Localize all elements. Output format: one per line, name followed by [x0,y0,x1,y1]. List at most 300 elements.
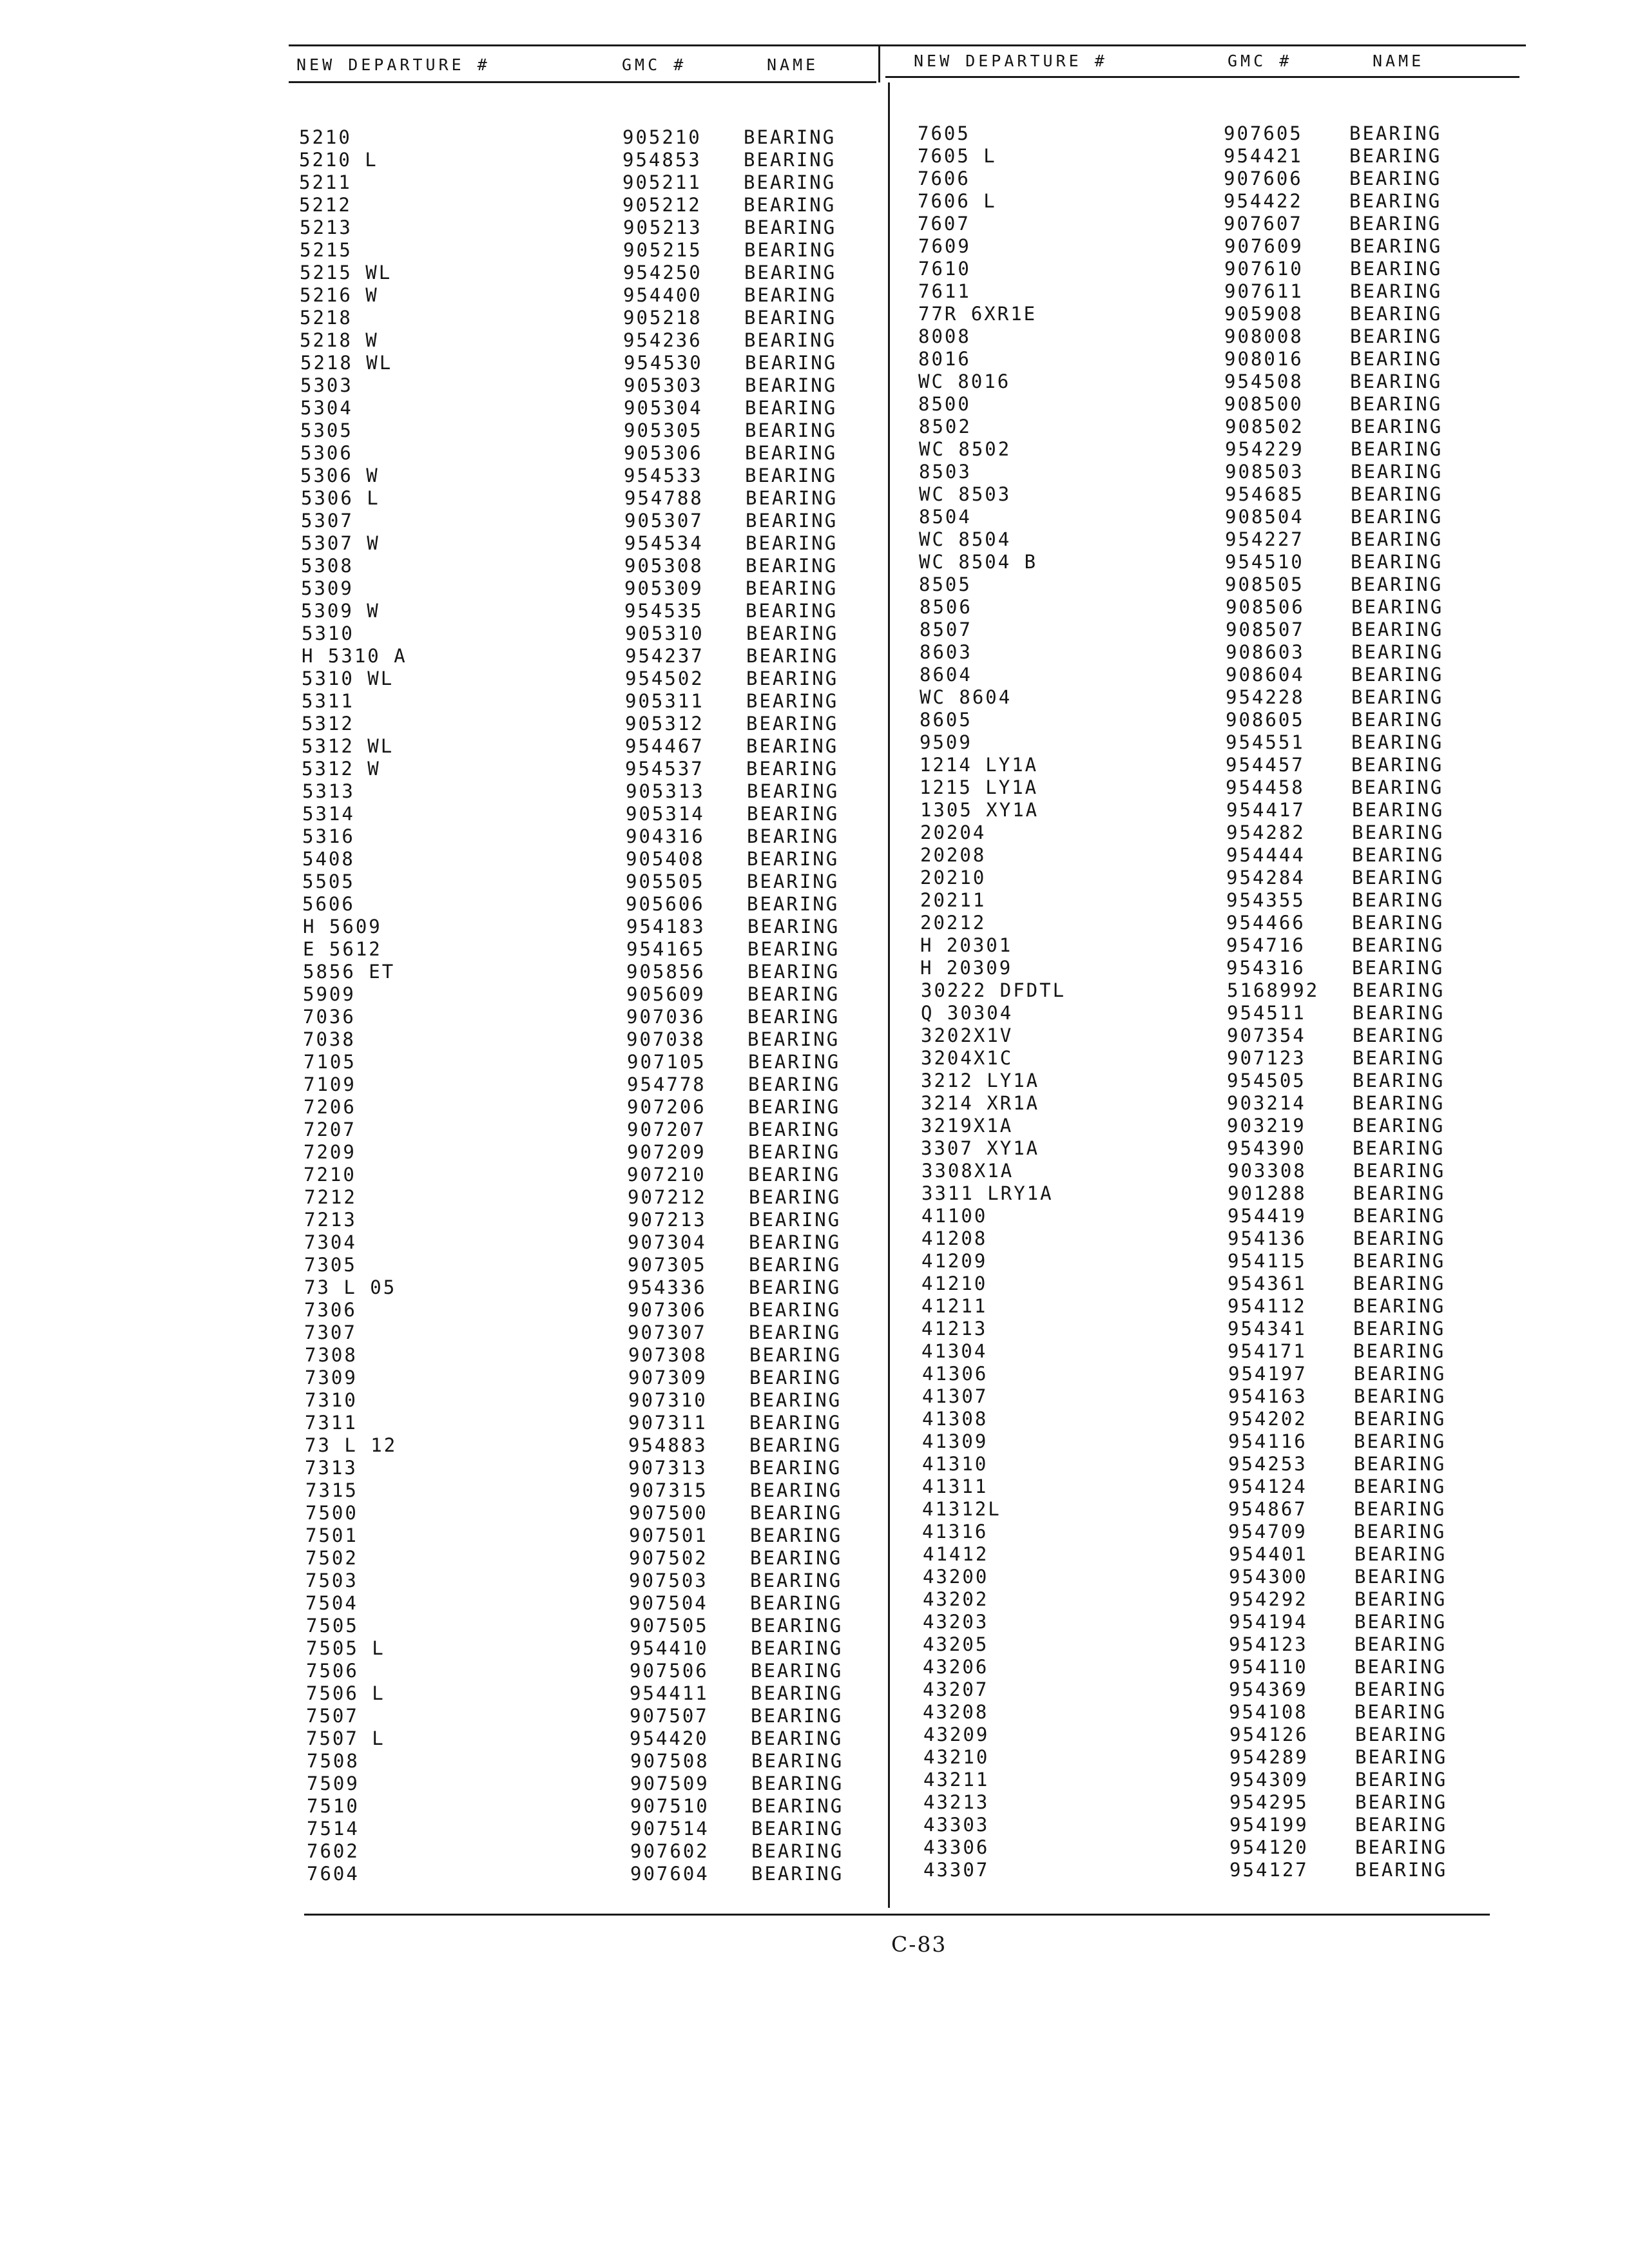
gmc-number-cell: 954421 [1224,145,1303,167]
part-number-cell: 7309 [305,1367,358,1389]
gmc-number-cell: 954778 [627,1073,706,1095]
part-name-cell: BEARING [751,1682,843,1704]
table-row [306,1727,886,1750]
part-name-cell: BEARING [748,1164,841,1186]
table-row [307,1863,887,1885]
part-number-cell: 7207 [304,1119,356,1140]
gmc-number-cell: 907123 [1227,1047,1306,1069]
part-number-cell: 3212 LY1A [921,1070,1040,1091]
part-number-cell: 7506 L [306,1682,385,1704]
part-number-cell: 1215 LY1A [920,776,1039,798]
gmc-number-cell: 901288 [1228,1182,1307,1204]
part-name-cell: BEARING [1352,889,1445,911]
part-name-cell: BEARING [746,690,839,712]
gmc-number-cell: 905210 [622,126,702,148]
gmc-number-cell: 905213 [623,216,702,238]
table-row [920,776,1499,799]
gmc-number-cell: 954420 [630,1727,709,1749]
gmc-number-cell: 954124 [1228,1475,1307,1497]
part-name-cell: BEARING [744,284,837,306]
part-name-cell: BEARING [749,1186,842,1208]
table-row [302,870,882,893]
part-number-cell: 7605 L [918,145,997,167]
table-row [919,416,1499,438]
part-number-cell: 5309 W [301,600,380,622]
table-row [304,1073,883,1096]
part-number-cell: 7308 [305,1344,358,1366]
gmc-number-cell: 954534 [624,532,704,554]
table-row [299,126,879,149]
header-left-part: NEW DEPARTURE # [296,55,490,74]
gmc-number-cell: 954227 [1225,528,1304,550]
gmc-number-cell: 954127 [1229,1859,1309,1881]
gmc-number-cell: 908503 [1225,461,1304,483]
table-row [922,1453,1502,1475]
part-number-cell: 73 L 12 [305,1434,398,1456]
part-name-cell: BEARING [1349,190,1442,212]
gmc-number-cell: 903219 [1227,1115,1306,1137]
gmc-number-cell: 905609 [626,983,706,1005]
column-divider-upper [878,46,880,82]
part-number-cell: 7602 [307,1840,360,1862]
part-number-cell: 3307 XY1A [921,1137,1040,1159]
table-row [920,686,1499,709]
part-number-cell: 43209 [923,1724,990,1745]
table-row [300,419,880,442]
table-row [920,912,1500,934]
table-row [923,1859,1503,1881]
gmc-number-cell: 907038 [626,1028,706,1050]
gmc-number-cell: 954530 [624,352,703,374]
part-number-cell: 41308 [922,1408,988,1430]
table-row [302,690,882,713]
part-name-cell: BEARING [749,1276,842,1298]
table-row [300,465,880,487]
part-name-cell: BEARING [1354,1701,1447,1723]
part-name-cell: BEARING [746,668,839,689]
header-left-gmc: GMC # [622,55,687,74]
part-name-cell: BEARING [749,1299,842,1321]
gmc-number-cell: 907604 [630,1863,709,1885]
part-number-cell: 8503 [919,461,972,483]
part-name-cell: BEARING [751,1773,844,1794]
gmc-number-cell: 907036 [626,1006,706,1028]
gmc-number-cell: 907607 [1224,213,1303,235]
table-row [919,438,1499,461]
gmc-number-cell: 954116 [1228,1430,1307,1452]
gmc-number-cell: 954466 [1226,912,1306,934]
gmc-number-cell: 907213 [628,1209,707,1231]
table-row [305,1524,885,1547]
gmc-number-cell: 954229 [1225,438,1304,460]
part-name-cell: BEARING [1354,1475,1447,1497]
part-name-cell: BEARING [747,983,840,1005]
table-row [307,1773,887,1795]
part-name-cell: BEARING [746,713,839,735]
part-name-cell: BEARING [749,1434,842,1456]
part-name-cell: BEARING [749,1254,842,1276]
part-number-cell: H 5310 A [302,645,407,667]
table-row [920,867,1500,889]
table-row [918,348,1498,370]
part-number-cell: 3202X1V [921,1024,1014,1046]
part-name-cell: BEARING [1353,1250,1446,1272]
part-number-cell: 41316 [922,1521,988,1542]
part-name-cell: BEARING [745,419,838,441]
part-name-cell: BEARING [1354,1363,1447,1385]
part-number-cell: 41310 [922,1453,988,1475]
table-row [919,551,1499,573]
table-row [301,600,881,622]
table-row [921,1227,1501,1250]
part-number-cell: 5308 [301,555,354,577]
bottom-rule [304,1914,1490,1916]
table-row [920,889,1500,912]
table-row [299,149,879,171]
table-row [922,1363,1502,1385]
part-number-cell: 41304 [921,1340,988,1362]
table-row [921,1182,1501,1205]
part-number-cell: 41100 [921,1205,988,1227]
table-row [922,1430,1502,1453]
part-name-cell: BEARING [747,916,840,937]
table-row [918,168,1498,190]
part-name-cell: BEARING [1349,168,1442,189]
part-name-cell: BEARING [747,938,840,960]
part-name-cell: BEARING [1354,1453,1447,1475]
part-name-cell: BEARING [745,374,838,396]
gmc-number-cell: 954390 [1227,1137,1306,1159]
table-row [920,641,1499,664]
part-name-cell: BEARING [1354,1656,1447,1678]
part-name-cell: BEARING [1354,1543,1447,1565]
part-number-cell: 5210 [299,126,352,148]
table-row [918,190,1498,213]
table-row [918,258,1498,280]
part-name-cell: BEARING [1350,348,1443,370]
gmc-number-cell: 954115 [1228,1250,1307,1272]
table-row [918,303,1498,325]
part-name-cell: BEARING [744,216,837,238]
table-row [305,1344,885,1367]
part-number-cell: 8506 [920,596,972,618]
gmc-number-cell: 954165 [626,938,706,960]
part-name-cell: BEARING [751,1840,844,1862]
table-row [306,1615,886,1637]
part-number-cell: 41309 [922,1430,988,1452]
part-name-cell: BEARING [747,1006,840,1028]
part-number-cell: 7206 [304,1096,356,1118]
part-name-cell: BEARING [747,780,840,802]
part-name-cell: BEARING [1351,528,1443,550]
table-row [301,577,881,600]
part-number-cell: 7213 [304,1209,357,1231]
part-name-cell: BEARING [1351,776,1444,798]
part-name-cell: BEARING [1349,145,1442,167]
part-number-cell: 43303 [923,1814,990,1836]
gmc-number-cell: 907504 [629,1592,708,1614]
table-row [923,1701,1503,1724]
gmc-number-cell: 954228 [1226,686,1305,708]
part-number-cell: 7501 [305,1524,358,1546]
part-number-cell: 8008 [918,325,971,347]
part-name-cell: BEARING [1355,1724,1448,1745]
gmc-number-cell: 905408 [626,848,705,870]
gmc-number-cell: 907605 [1224,122,1303,144]
part-number-cell: 7212 [304,1186,357,1208]
part-name-cell: BEARING [745,397,838,419]
part-number-cell: 7038 [303,1028,356,1050]
part-name-cell: BEARING [744,171,836,193]
part-name-cell: BEARING [749,1412,842,1434]
part-number-cell: 7500 [305,1502,358,1524]
part-number-cell: 43200 [923,1566,989,1588]
part-number-cell: 5909 [303,983,356,1005]
table-row [918,145,1498,168]
table-row [306,1705,886,1727]
part-number-cell: 5213 [300,216,352,238]
part-name-cell: BEARING [1351,573,1443,595]
gmc-number-cell: 907210 [627,1164,706,1186]
table-row [304,1299,884,1321]
gmc-number-cell: 907501 [629,1524,708,1546]
gmc-number-cell: 908603 [1226,641,1305,663]
gmc-number-cell: 905305 [624,419,703,441]
gmc-number-cell: 905308 [624,555,704,577]
part-name-cell: BEARING [1350,280,1443,302]
gmc-number-cell: 954250 [623,262,702,284]
gmc-number-cell: 5168992 [1227,979,1320,1001]
part-number-cell: 5218 W [300,329,379,351]
gmc-number-cell: 954411 [630,1682,709,1704]
gmc-number-cell: 907212 [628,1186,707,1208]
part-name-cell: BEARING [745,352,838,374]
gmc-number-cell: 954123 [1229,1633,1308,1655]
table-row [300,262,880,284]
table-row [307,1750,887,1773]
part-number-cell: 7514 [307,1818,360,1840]
gmc-number-cell: 907606 [1224,168,1303,189]
part-name-cell: BEARING [1353,1182,1446,1204]
part-number-cell: 43211 [923,1769,990,1791]
part-name-cell: BEARING [748,1119,841,1140]
part-number-cell: 7606 [918,168,970,189]
part-name-cell: BEARING [1351,461,1443,483]
gmc-number-cell: 908604 [1226,664,1305,686]
part-name-cell: BEARING [1353,1115,1445,1137]
gmc-number-cell: 908500 [1224,393,1304,415]
part-number-cell: 5211 [299,171,352,193]
table-row [302,645,882,668]
part-name-cell: BEARING [744,262,837,284]
part-number-cell: 7109 [304,1073,356,1095]
part-number-cell: 5305 [300,419,353,441]
gmc-number-cell: 954284 [1226,867,1306,889]
part-number-cell: 41209 [921,1250,988,1272]
part-number-cell: 5309 [301,577,354,599]
part-number-cell: 7503 [305,1570,358,1591]
part-number-cell: 8505 [919,573,972,595]
part-name-cell: BEARING [746,735,839,757]
gmc-number-cell: 905218 [623,307,702,329]
part-number-cell: E 5612 [303,938,382,960]
gmc-number-cell: 954236 [623,329,702,351]
part-number-cell: 43206 [923,1656,989,1678]
gmc-number-cell: 954316 [1226,957,1306,979]
part-number-cell: 7210 [304,1164,356,1186]
part-number-cell: 7313 [305,1457,358,1479]
table-row [918,393,1498,416]
part-name-cell: BEARING [749,1367,842,1389]
part-number-cell: 8504 [919,506,972,528]
gmc-number-cell: 954341 [1228,1318,1307,1340]
part-number-cell: WC 8503 [919,483,1012,505]
table-row [304,1096,883,1119]
part-number-cell: 41213 [921,1318,988,1340]
part-name-cell: BEARING [1353,1340,1446,1362]
part-number-cell: 41312L [922,1498,1001,1520]
part-name-cell: BEARING [746,510,838,532]
part-name-cell: BEARING [747,870,840,892]
part-number-cell: 41211 [921,1295,988,1317]
gmc-number-cell: 954171 [1228,1340,1307,1362]
part-name-cell: BEARING [1354,1566,1447,1588]
gmc-number-cell: 907207 [627,1119,706,1140]
part-name-cell: BEARING [1351,551,1443,573]
table-row [923,1746,1503,1769]
table-row [921,1318,1501,1340]
table-row [921,1115,1501,1137]
part-number-cell: 5212 [299,194,352,216]
part-name-cell: BEARING [1355,1769,1448,1791]
part-number-cell: 5316 [302,825,355,847]
page-number: C-83 [891,1932,947,1957]
part-name-cell: BEARING [1350,325,1443,347]
part-number-cell: 41208 [921,1227,988,1249]
table-row [921,1340,1501,1363]
gmc-number-cell: 954511 [1227,1002,1306,1024]
part-name-cell: BEARING [750,1479,843,1501]
gmc-number-cell: 905309 [624,577,704,599]
part-name-cell: BEARING [1355,1791,1448,1813]
part-name-cell: BEARING [1355,1836,1448,1858]
table-row [305,1479,885,1502]
gmc-number-cell: 954253 [1228,1453,1307,1475]
gmc-number-cell: 907310 [628,1389,708,1411]
part-number-cell: 3204X1C [921,1047,1014,1069]
part-number-cell: 1305 XY1A [920,799,1039,821]
gmc-number-cell: 907610 [1224,258,1304,280]
table-row [303,961,883,983]
gmc-number-cell: 954467 [625,735,704,757]
part-name-cell: BEARING [1354,1385,1447,1407]
part-name-cell: BEARING [1353,1070,1445,1091]
table-row [307,1840,887,1863]
table-row [920,664,1499,686]
gmc-number-cell: 907611 [1224,280,1304,302]
part-number-cell: 7508 [307,1750,360,1772]
part-number-cell: 7505 [306,1615,359,1637]
gmc-number-cell: 954410 [630,1637,709,1659]
part-name-cell: BEARING [749,1389,842,1411]
table-row [918,235,1498,258]
part-name-cell: BEARING [747,848,840,870]
gmc-number-cell: 907105 [627,1051,706,1073]
part-name-cell: BEARING [1354,1678,1447,1700]
part-number-cell: 5505 [302,870,355,892]
part-name-cell: BEARING [1349,122,1442,144]
table-row [303,938,883,961]
part-name-cell: BEARING [1353,1273,1446,1294]
part-name-cell: BEARING [1352,844,1445,866]
part-name-cell: BEARING [751,1863,844,1885]
part-name-cell: BEARING [750,1502,843,1524]
table-row [304,1321,884,1344]
gmc-number-cell: 954444 [1226,844,1306,866]
gmc-number-cell: 954355 [1226,889,1306,911]
part-name-cell: BEARING [1351,641,1444,663]
gmc-number-cell: 954309 [1229,1769,1309,1791]
part-name-cell: BEARING [1350,235,1443,257]
table-row [302,758,882,780]
part-name-cell: BEARING [747,961,840,983]
part-number-cell: 5314 [302,803,355,825]
part-number-cell: 5312 W [302,758,381,780]
part-number-cell: 20204 [920,822,987,843]
part-name-cell: BEARING [1351,506,1443,528]
part-number-cell: 43203 [923,1611,989,1633]
table-row [302,668,882,690]
part-number-cell: 8500 [918,393,971,415]
gmc-number-cell: 954108 [1229,1701,1308,1723]
gmc-number-cell: 954282 [1226,822,1306,843]
part-name-cell: BEARING [1353,1295,1446,1317]
table-row [918,122,1498,145]
table-row [921,1273,1501,1295]
part-name-cell: BEARING [746,600,838,622]
header-right-name: NAME [1373,52,1425,70]
table-row [303,916,883,938]
table-row [306,1682,886,1705]
gmc-number-cell: 954300 [1229,1566,1308,1588]
gmc-number-cell: 903214 [1227,1092,1306,1114]
table-row [918,213,1498,235]
table-row [305,1547,885,1570]
part-number-cell: 8605 [920,709,972,731]
table-row [305,1457,885,1479]
table-row [923,1836,1503,1859]
gmc-number-cell: 954458 [1226,776,1305,798]
gmc-number-cell: 954457 [1226,754,1305,776]
gmc-number-cell: 907354 [1227,1024,1306,1046]
table-row [300,442,880,465]
gmc-number-cell: 908505 [1225,573,1304,595]
table-row [302,622,882,645]
part-name-cell: BEARING [745,465,838,486]
header-rule-left [289,81,876,83]
table-row [306,1660,886,1682]
part-name-cell: BEARING [1354,1408,1447,1430]
gmc-number-cell: 908605 [1226,709,1305,731]
table-row [923,1588,1503,1611]
part-number-cell: 7604 [307,1863,360,1885]
gmc-number-cell: 954502 [625,668,704,689]
gmc-number-cell: 907502 [629,1547,708,1569]
gmc-number-cell: 907609 [1224,235,1304,257]
table-row [920,844,1500,867]
gmc-number-cell: 954510 [1225,551,1304,573]
part-number-cell: 7505 L [306,1637,385,1659]
